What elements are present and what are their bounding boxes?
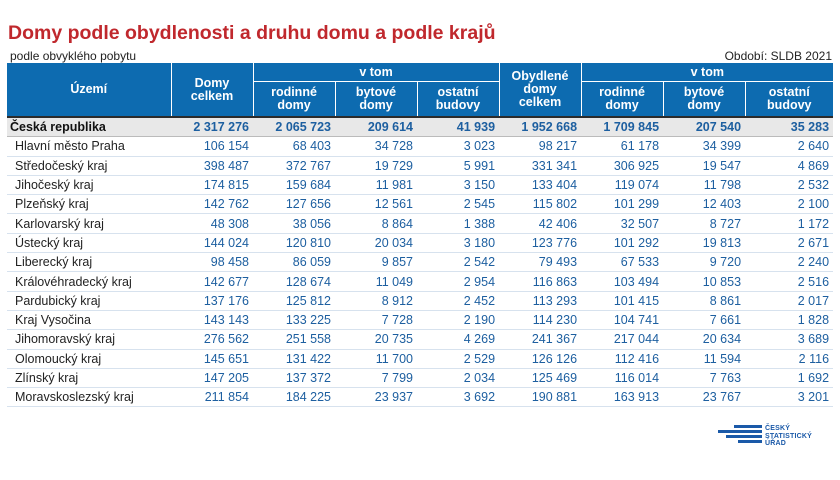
value-cell: 67 533	[581, 253, 663, 272]
table-row	[7, 195, 833, 214]
value-cell: 4 269	[417, 330, 499, 349]
value-cell: 126 126	[499, 349, 581, 368]
value-cell: 2 317 276	[171, 117, 253, 137]
value-cell: 7 799	[335, 368, 417, 387]
value-cell: 2 516	[745, 272, 833, 291]
value-cell: 42 406	[499, 214, 581, 233]
value-cell: 372 767	[253, 156, 335, 175]
value-cell: 103 494	[581, 272, 663, 291]
table-row-total	[7, 117, 833, 137]
header-rodinne-domy: rodinné domy	[253, 82, 335, 118]
value-cell: 137 372	[253, 368, 335, 387]
value-cell: 4 869	[745, 156, 833, 175]
value-cell: 143 143	[171, 310, 253, 329]
value-cell: 11 594	[663, 349, 745, 368]
logo-line-2: STATISTICKÝ	[765, 432, 813, 440]
csu-logo-icon	[718, 425, 762, 443]
table-row	[7, 388, 833, 407]
value-cell: 142 677	[171, 272, 253, 291]
value-cell: 217 044	[581, 330, 663, 349]
table-row	[7, 214, 833, 233]
logo-line-1: ČESKÝ	[765, 425, 791, 432]
region-name-cell: Karlovarský kraj	[7, 214, 171, 233]
value-cell: 116 863	[499, 272, 581, 291]
value-cell: 142 762	[171, 195, 253, 214]
region-name-cell: Jihomoravský kraj	[7, 330, 171, 349]
value-cell: 114 230	[499, 310, 581, 329]
value-cell: 1 388	[417, 214, 499, 233]
value-cell: 211 854	[171, 388, 253, 407]
value-cell: 159 684	[253, 175, 335, 194]
header-v-tom-obydlene: v tom	[581, 63, 833, 82]
value-cell: 113 293	[499, 291, 581, 310]
value-cell: 20 634	[663, 330, 745, 349]
value-cell: 104 741	[581, 310, 663, 329]
region-name-cell: Středočeský kraj	[7, 156, 171, 175]
value-cell: 35 283	[745, 117, 833, 137]
header-bytove-domy: bytové domy	[335, 82, 417, 118]
table-row	[7, 291, 833, 310]
value-cell: 98 458	[171, 253, 253, 272]
value-cell: 2 240	[745, 253, 833, 272]
value-cell: 2 065 723	[253, 117, 335, 137]
value-cell: 115 802	[499, 195, 581, 214]
value-cell: 276 562	[171, 330, 253, 349]
value-cell: 11 049	[335, 272, 417, 291]
value-cell: 163 913	[581, 388, 663, 407]
value-cell: 38 056	[253, 214, 335, 233]
value-cell: 11 700	[335, 349, 417, 368]
table-row	[7, 368, 833, 387]
value-cell: 128 674	[253, 272, 335, 291]
value-cell: 3 180	[417, 233, 499, 252]
value-cell: 48 308	[171, 214, 253, 233]
table-row	[7, 156, 833, 175]
page-subtitle: podle obvyklého pobytu	[10, 49, 137, 63]
table-row	[7, 253, 833, 272]
value-cell: 7 763	[663, 368, 745, 387]
table-row	[7, 349, 833, 368]
header-ostatni-budovy: ostatní budovy	[417, 82, 499, 118]
value-cell: 23 767	[663, 388, 745, 407]
value-cell: 3 023	[417, 137, 499, 156]
value-cell: 12 403	[663, 195, 745, 214]
value-cell: 79 493	[499, 253, 581, 272]
value-cell: 125 812	[253, 291, 335, 310]
value-cell: 147 205	[171, 368, 253, 387]
value-cell: 116 014	[581, 368, 663, 387]
data-table	[7, 63, 833, 407]
value-cell: 11 798	[663, 175, 745, 194]
region-name-cell: Pardubický kraj	[7, 291, 171, 310]
header-ostatni-budovy-obydlene: ostatní budovy	[745, 82, 833, 118]
value-cell: 241 367	[499, 330, 581, 349]
region-name-cell: Ústecký kraj	[7, 233, 171, 252]
value-cell: 2 671	[745, 233, 833, 252]
value-cell: 101 299	[581, 195, 663, 214]
region-name-cell: Olomoucký kraj	[7, 349, 171, 368]
value-cell: 23 937	[335, 388, 417, 407]
value-cell: 68 403	[253, 137, 335, 156]
value-cell: 331 341	[499, 156, 581, 175]
value-cell: 20 735	[335, 330, 417, 349]
csu-logo-text	[765, 425, 812, 448]
value-cell: 32 507	[581, 214, 663, 233]
value-cell: 1 952 668	[499, 117, 581, 137]
region-name-cell: Zlínský kraj	[7, 368, 171, 387]
table-row	[7, 310, 833, 329]
value-cell: 2 017	[745, 291, 833, 310]
value-cell: 119 074	[581, 175, 663, 194]
region-name-cell: Plzeňský kraj	[7, 195, 171, 214]
table-row	[7, 272, 833, 291]
value-cell: 2 190	[417, 310, 499, 329]
value-cell: 5 991	[417, 156, 499, 175]
value-cell: 19 813	[663, 233, 745, 252]
page-title: Domy podle obydlenosti a druhu domu a podle krajů	[8, 22, 496, 44]
table-row	[7, 330, 833, 349]
value-cell: 144 024	[171, 233, 253, 252]
region-name-cell: Moravskoslezský kraj	[7, 388, 171, 407]
value-cell: 3 150	[417, 175, 499, 194]
value-cell: 131 422	[253, 349, 335, 368]
value-cell: 120 810	[253, 233, 335, 252]
value-cell: 209 614	[335, 117, 417, 137]
value-cell: 133 404	[499, 175, 581, 194]
value-cell: 2 116	[745, 349, 833, 368]
value-cell: 61 178	[581, 137, 663, 156]
value-cell: 2 954	[417, 272, 499, 291]
value-cell: 398 487	[171, 156, 253, 175]
region-name-cell: Hlavní město Praha	[7, 137, 171, 156]
header-domy-celkem: Domy celkem	[171, 63, 253, 117]
value-cell: 1 828	[745, 310, 833, 329]
value-cell: 8 864	[335, 214, 417, 233]
region-name-cell: Česká republika	[7, 117, 171, 137]
value-cell: 11 981	[335, 175, 417, 194]
value-cell: 1 172	[745, 214, 833, 233]
value-cell: 20 034	[335, 233, 417, 252]
header-rodinne-domy-obydlene: rodinné domy	[581, 82, 663, 118]
value-cell: 12 561	[335, 195, 417, 214]
value-cell: 306 925	[581, 156, 663, 175]
value-cell: 19 547	[663, 156, 745, 175]
period-label: Období: SLDB 2021	[724, 49, 832, 63]
value-cell: 207 540	[663, 117, 745, 137]
value-cell: 9 720	[663, 253, 745, 272]
value-cell: 9 857	[335, 253, 417, 272]
region-name-cell: Královéhradecký kraj	[7, 272, 171, 291]
value-cell: 3 689	[745, 330, 833, 349]
table-row	[7, 137, 833, 156]
value-cell: 7 661	[663, 310, 745, 329]
value-cell: 127 656	[253, 195, 335, 214]
value-cell: 106 154	[171, 137, 253, 156]
value-cell: 2 100	[745, 195, 833, 214]
value-cell: 125 469	[499, 368, 581, 387]
value-cell: 2 034	[417, 368, 499, 387]
header-obydlene-domy-celkem: Obydlené domy celkem	[499, 63, 581, 117]
value-cell: 7 728	[335, 310, 417, 329]
value-cell: 2 542	[417, 253, 499, 272]
header-row-1	[7, 63, 833, 82]
value-cell: 10 853	[663, 272, 745, 291]
value-cell: 174 815	[171, 175, 253, 194]
value-cell: 1 692	[745, 368, 833, 387]
value-cell: 101 415	[581, 291, 663, 310]
header-v-tom: v tom	[253, 63, 499, 82]
value-cell: 41 939	[417, 117, 499, 137]
table-row	[7, 175, 833, 194]
value-cell: 8 912	[335, 291, 417, 310]
value-cell: 86 059	[253, 253, 335, 272]
value-cell: 2 640	[745, 137, 833, 156]
logo-line-3: ÚŘAD	[765, 440, 787, 447]
region-name-cell: Kraj Vysočina	[7, 310, 171, 329]
region-name-cell: Liberecký kraj	[7, 253, 171, 272]
value-cell: 1 709 845	[581, 117, 663, 137]
value-cell: 184 225	[253, 388, 335, 407]
value-cell: 2 532	[745, 175, 833, 194]
region-name-cell: Jihočeský kraj	[7, 175, 171, 194]
table-body	[7, 117, 833, 407]
value-cell: 123 776	[499, 233, 581, 252]
value-cell: 2 452	[417, 291, 499, 310]
value-cell: 190 881	[499, 388, 581, 407]
value-cell: 3 201	[745, 388, 833, 407]
value-cell: 133 225	[253, 310, 335, 329]
value-cell: 101 292	[581, 233, 663, 252]
value-cell: 98 217	[499, 137, 581, 156]
value-cell: 8 727	[663, 214, 745, 233]
value-cell: 8 861	[663, 291, 745, 310]
value-cell: 34 399	[663, 137, 745, 156]
value-cell: 145 651	[171, 349, 253, 368]
value-cell: 137 176	[171, 291, 253, 310]
value-cell: 2 529	[417, 349, 499, 368]
value-cell: 251 558	[253, 330, 335, 349]
header-uzemi: Území	[7, 63, 171, 117]
value-cell: 3 692	[417, 388, 499, 407]
value-cell: 2 545	[417, 195, 499, 214]
header-bytove-domy-obydlene: bytové domy	[663, 82, 745, 118]
value-cell: 34 728	[335, 137, 417, 156]
table-row	[7, 233, 833, 252]
value-cell: 19 729	[335, 156, 417, 175]
value-cell: 112 416	[581, 349, 663, 368]
